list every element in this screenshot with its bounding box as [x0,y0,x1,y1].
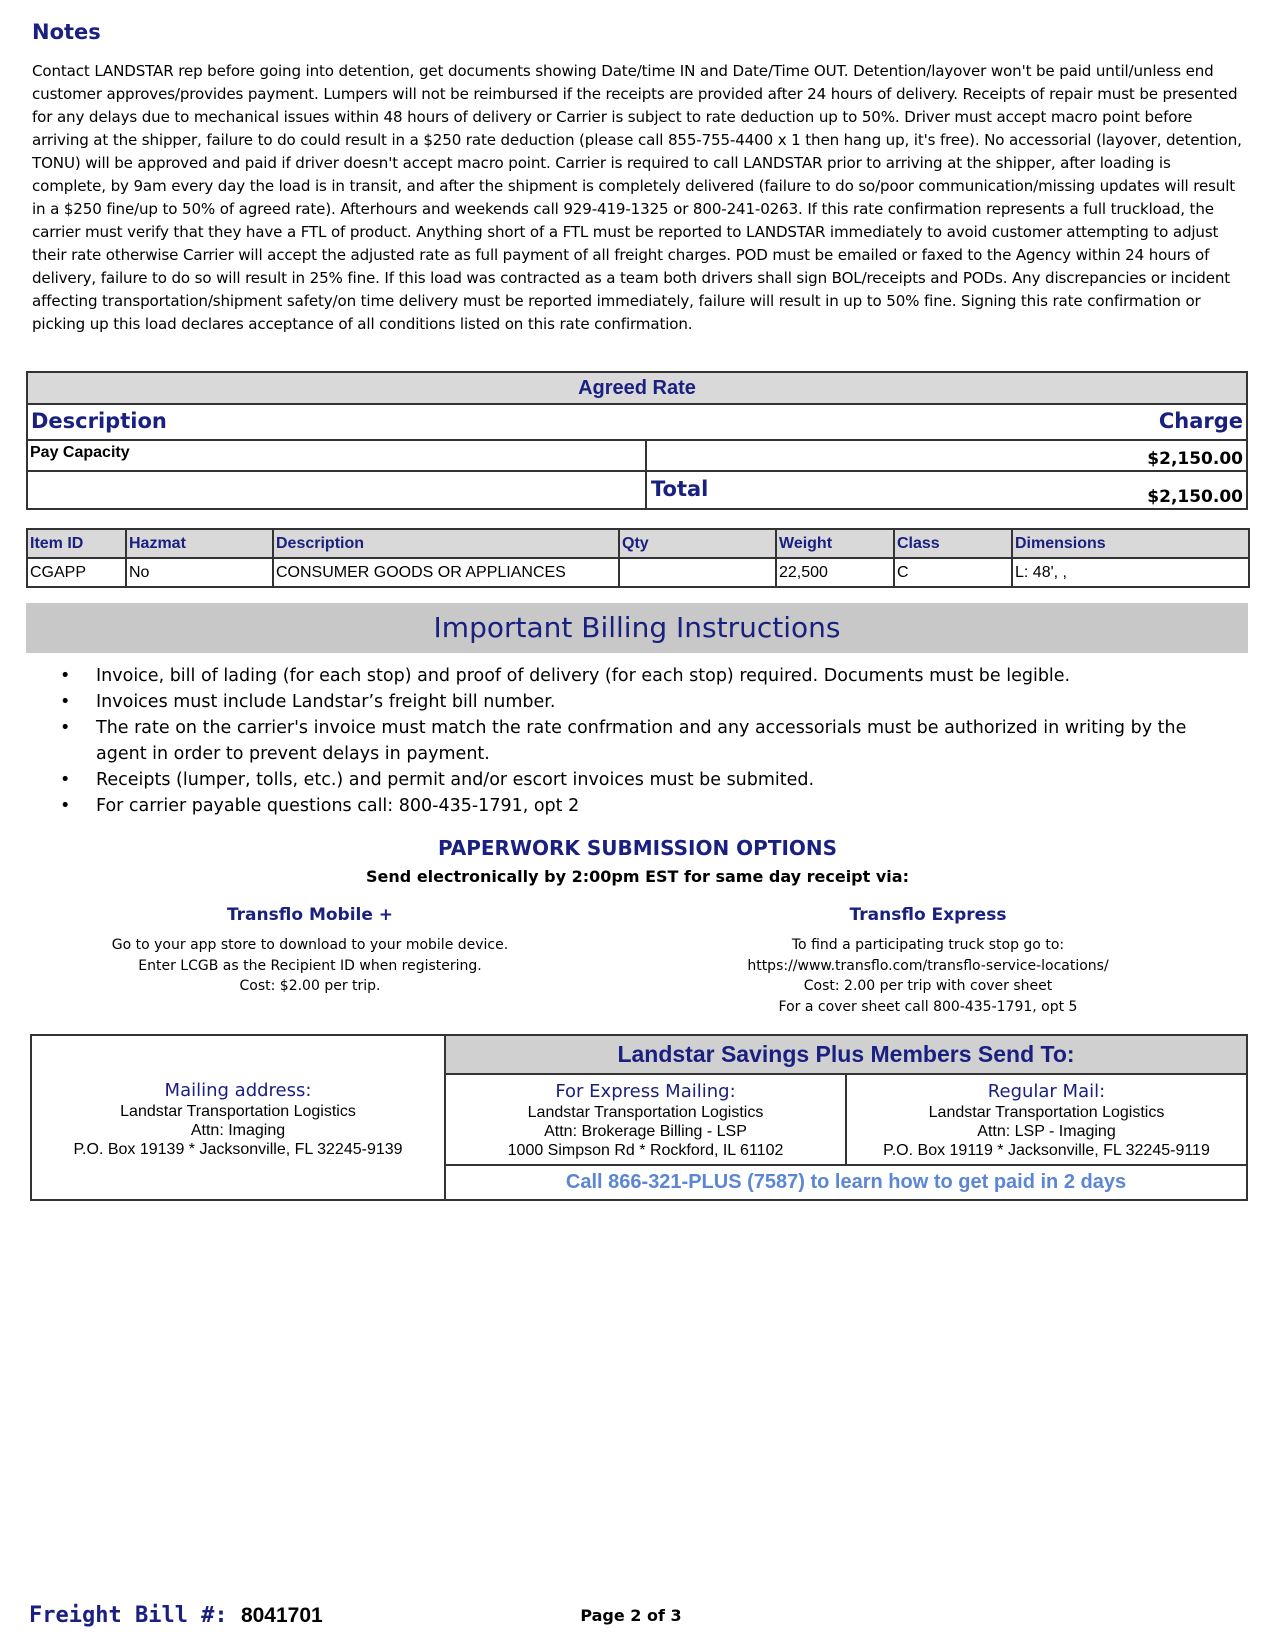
line-amount: $2,150.00 [1147,449,1243,469]
billing-item-text: For carrier payable questions call: 800-435-1791, opt 2 [96,796,580,816]
mailing-line: P.O. Box 19139 * Jacksonville, FL 32245-9139 [73,1141,403,1158]
transflo-mobile-line: Enter LCGB as the Recipient ID when registering. [138,957,482,974]
billing-item-text: Invoices must include Landstar’s freight bill number. [96,692,556,712]
items-header-row [27,529,1249,558]
express-mailing-title: For Express Mailing: [555,1081,736,1102]
header-item-id: Item ID [27,529,126,558]
regular-mail-line: Attn: LSP - Imaging [977,1123,1116,1140]
header-weight: Weight [776,529,894,558]
billing-item-text: Invoice, bill of lading (for each stop) and proof of delivery (for each stop) required. Documents must be legible. [96,666,1071,686]
list-item [60,793,1230,819]
agreed-rate-title: Agreed Rate [28,373,1246,405]
transflo-express-line: To find a participating truck stop go to: [791,937,1065,953]
savings-plus-title: Landstar Savings Plus Members Send To: [446,1036,1246,1075]
transflo-mobile-line: Cost: $2.00 per trip. [239,978,381,994]
table-row [27,558,1249,587]
transflo-mobile-line: Go to your app store to download to your mobile device. [111,937,509,953]
express-mailing-line: Attn: Brokerage Billing - LSP [544,1123,747,1140]
freight-bill-number: 8041701 [240,1604,323,1627]
page-number: Page 2 of 3 [580,1606,682,1625]
agreed-rate-block [26,371,1248,510]
transflo-mobile-section [30,905,590,997]
billing-title: Important Billing Instructions [26,603,1248,653]
paperwork-title: PAPERWORK SUBMISSION OPTIONS [437,836,838,860]
line-description: Pay Capacity [30,444,130,461]
cell-item-id: CGAPP [27,558,126,587]
express-mailing-section [446,1075,845,1164]
mailing-block [30,1034,1248,1201]
rate-line-row [28,441,1246,470]
transflo-express-section [648,905,1208,1017]
express-mailing-line: 1000 Simpson Rd * Rockford, IL 61102 [507,1142,784,1159]
transflo-express-line: Cost: 2.00 per trip with cover sheet [803,978,1053,994]
rate-total-row [28,470,1246,508]
items-table [26,528,1250,588]
paperwork-subtitle: Send electronically by 2:00pm EST for same day receipt via: [366,867,909,886]
savings-plus-call: Call 866-321-PLUS (7587) to learn how to get paid in 2 days [565,1171,1127,1193]
regular-mail-section [845,1075,1246,1164]
cell-description: CONSUMER GOODS OR APPLIANCES [273,558,619,587]
charge-label: Charge [1158,409,1243,433]
freight-bill-label: Freight Bill #: [29,1603,228,1628]
savings-plus-section [446,1036,1246,1199]
bullet-icon: • [60,666,71,686]
header-description: Description [273,529,619,558]
bullet-icon: • [60,718,71,738]
express-mailing-line: Landstar Transportation Logistics [527,1104,764,1121]
description-label: Description [31,409,167,433]
mailing-title: Mailing address: [164,1080,312,1101]
list-item [60,767,1230,793]
bullet-icon: • [60,770,71,790]
rate-header-row [28,405,1246,441]
header-hazmat: Hazmat [126,529,273,558]
billing-list [60,663,1230,819]
cell-class: C [894,558,1012,587]
header-dimensions: Dimensions [1012,529,1249,558]
transflo-express-line: For a cover sheet call 800-435-1791, opt 5 [778,998,1078,1015]
header-class: Class [894,529,1012,558]
billing-item-text: Receipts (lumper, tolls, etc.) and permit and/or escort invoices must be submited. [96,770,815,790]
transflo-express-url: https://www.transflo.com/transflo-service-locations/ [747,957,1109,974]
regular-mail-title: Regular Mail: [987,1081,1106,1102]
transflo-express-title: Transflo Express [849,905,1007,925]
cell-weight: 22,500 [776,558,894,587]
total-label: Total [651,477,709,501]
list-item [60,663,1230,689]
header-qty: Qty [619,529,776,558]
list-item [60,715,1230,767]
transflo-mobile-title: Transflo Mobile + [226,905,394,925]
mailing-line: Landstar Transportation Logistics [120,1103,356,1120]
mailing-address-section [32,1036,446,1199]
cell-dimensions: L: 48', , [1012,558,1249,587]
regular-mail-line: P.O. Box 19119 * Jacksonville, FL 32245-9119 [883,1142,1210,1159]
billing-item-text: The rate on the carrier's invoice must match the rate confrmation and any accessorials must be authorized in writing by the agent in order to prevent delays in payment. [96,718,1187,764]
mailing-line: Attn: Imaging [190,1122,286,1139]
regular-mail-line: Landstar Transportation Logistics [928,1104,1165,1121]
bullet-icon: • [60,692,71,712]
cell-qty [619,558,776,587]
list-item [60,689,1230,715]
cell-hazmat: No [126,558,273,587]
notes-body: Contact LANDSTAR rep before going into detention, get documents showing Date/time IN and Date/Time OUT. Detention/layover won't be paid until/unless end customer approves/provides payment. Lumpers will not be reimbursed if the receipts are provided after 24 hours of delivery. Receipts of repair must be presented for any delays due to mechanical issues within 48 hours of delivery or Carrier is subject to rate deduction up to 50%. Driver must accept macro point before arriving at the shipper, failure to do could result in a $250 rate deduction (please call 855-755-4400 x 1 then hang up, it's free). No accessorial (layover, detention, TONU) will be approved and paid if driver doesn't accept macro point. Carrier is required to call LANDSTAR prior to arriving at the shipper, after loading is complete, by 9am every day the load is in transit, and after the shipment is completely delivered (failure to do so/poor communication/missing updates will result in a $250 fine/up to 50% of agreed rate). Afterhours and weekends call 929-419-1325 or 800-241-0263. If this rate confirmation represents a full truckload, the carrier must verify that they have a FTL of product. Anything short of a FTL must be reported to LANDSTAR immediately to avoid customer attempting to adjust their rate otherwise Carrier will accept the adjusted rate as full payment of all freight charges. POD must be emailed or faxed to the Agency within 24 hours of delivery, failure to do so will result in 25% fine. If this load was contracted as a team both drivers shall sign BOL/receipts and PODs. Any discrepancies or incident affecting transportation/shipment safety/on time delivery must be reported immediately, failure will result in up to 50% fine. Signing this rate confirmation or picking up this load declares acceptance of all conditions listed on this rate confirmation. [32,62,1242,333]
notes-title: Notes [32,20,101,44]
bullet-icon: • [60,796,71,816]
total-amount: $2,150.00 [1147,487,1243,507]
